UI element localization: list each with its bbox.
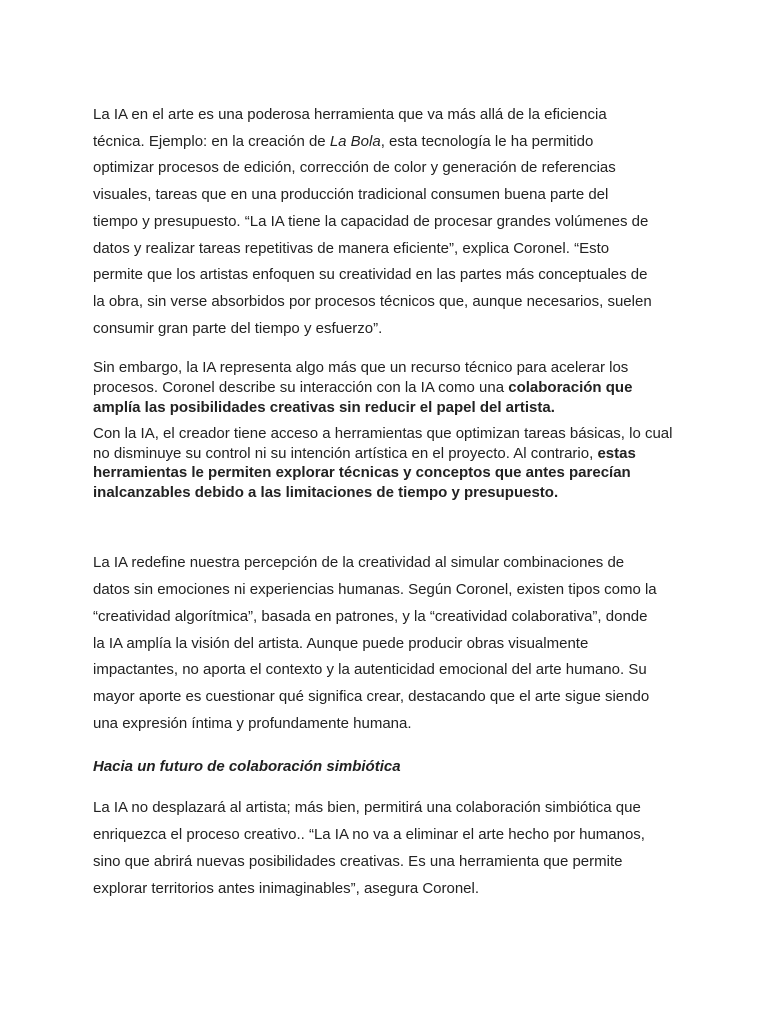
- work-title: La Bola: [329, 132, 381, 150]
- paragraph-1-text-a: La IA en el arte es una poderosa herramienta que va más allá de la eficiencia técnica. Ejemplo: en la creación de: [93, 106, 607, 150]
- paragraph-3-text: Con la IA, el creador tiene acceso a herramientas que optimizan tareas básicas, lo cual no disminuye su control ni su intención artística en el proyecto. Al contrario,: [93, 425, 673, 462]
- paragraph-3-bold: estas herramientas le permiten explorar técnicas y conceptos que antes parecían inalcanzables debido a las limitaciones de tiempo y presupuesto.: [93, 444, 636, 501]
- document-page: [93, 102, 683, 902]
- paragraph-3: [93, 424, 683, 502]
- paragraph-1: [93, 102, 683, 342]
- paragraph-4: La IA redefine nuestra percepción de la creatividad al simular combinaciones de datos sin emociones ni experiencias humanas. Según Coronel, existen tipos como la “creatividad algorítmica”, basada en patrones, y la “creatividad colaborativa”, donde la IA amplía la visión del artista. Aunque puede producir obras visualmente impactantes, no aporta el contexto y la autenticidad emocional del arte humano. Su mayor aporte es cuestionar qué significa crear, destacando que el arte sigue siendo una expresión íntima y profundamente humana.: [93, 554, 657, 732]
- paragraph-1-text-b: , esta tecnología le ha permitido optimizar procesos de edición, corrección de color y generación de referencias visuales, tareas que en una producción tradicional consumen buena parte del tiempo y presupuesto. “La IA tiene la capacidad de procesar grandes volúmenes de datos y realizar tareas repetitivas de manera eficiente”, explica Coronel. “Esto permite que los artistas enfoquen su creatividad en las partes más conceptuales de la obra, sin verse absorbidos por procesos técnicos que, aunque necesarios, suelen consumir gran parte del tiempo y esfuerzo”.: [93, 132, 652, 337]
- paragraph-2-text: Sin embargo, la IA representa algo más que un recurso técnico para acelerar los procesos. Coronel describe su interacción con la IA como una: [93, 359, 629, 396]
- paragraph-2-bold: colaboración que amplía las posibilidades creativas sin reducir el papel del artista.: [93, 378, 633, 416]
- paragraph-5: La IA no desplazará al artista; más bien, permitirá una colaboración simbiótica que enriquezca el proceso creativo.. “La IA no va a eliminar el arte hecho por humanos, sino que abrirá nuevas posibilidades creativas. Es una herramienta que permite explorar territorios antes inimaginables”, asegura Coronel.: [93, 799, 645, 897]
- section-heading: Hacia un futuro de colaboración simbiótica: [93, 758, 401, 776]
- paragraph-2: [93, 358, 683, 417]
